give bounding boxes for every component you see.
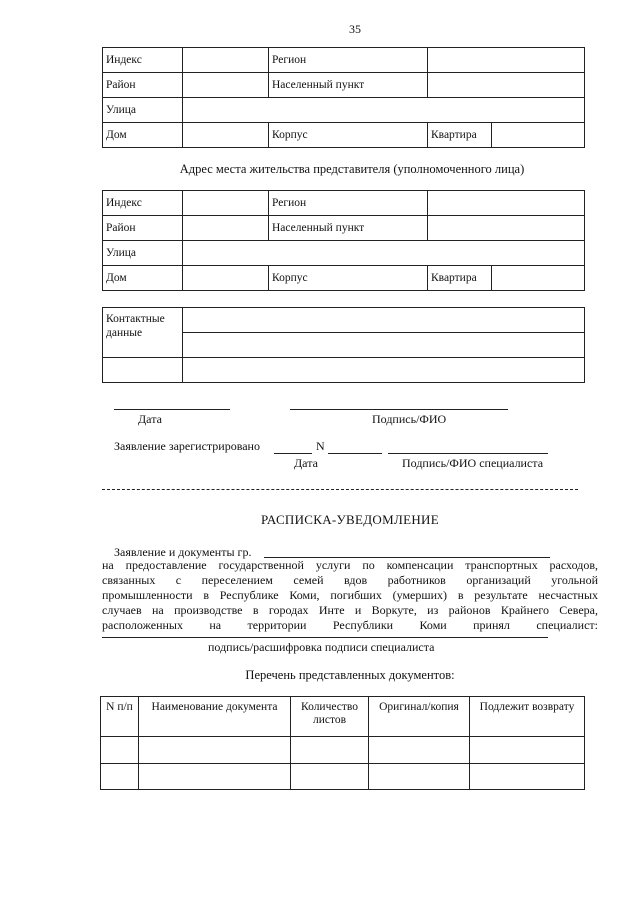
apartment-label: Квартира bbox=[428, 266, 492, 291]
receipt-line2: на предоставление государственной услуги по компенсации транспортных расходов, bbox=[102, 558, 598, 572]
table-row bbox=[101, 764, 585, 790]
cell[interactable] bbox=[470, 737, 585, 764]
col-sheets-line1: Количество bbox=[301, 701, 358, 713]
apartment-field[interactable] bbox=[492, 123, 585, 148]
index-label: Индекс bbox=[103, 191, 183, 216]
house-label: Дом bbox=[103, 123, 183, 148]
receipt-line1: Заявление и документы гр. bbox=[114, 545, 252, 559]
district-field[interactable] bbox=[183, 216, 269, 241]
contacts-label bbox=[103, 308, 183, 358]
registered-date-line[interactable] bbox=[274, 453, 312, 454]
street-field[interactable] bbox=[183, 98, 585, 123]
house-field[interactable] bbox=[183, 266, 269, 291]
cell[interactable] bbox=[291, 764, 369, 790]
building-label: Корпус bbox=[269, 123, 428, 148]
district-field[interactable] bbox=[183, 73, 269, 98]
receipt-body bbox=[102, 558, 598, 633]
street-field[interactable] bbox=[183, 241, 585, 266]
col-original-header: Оригинал/копия bbox=[369, 697, 470, 737]
applicant-address-table bbox=[102, 47, 585, 148]
house-field[interactable] bbox=[183, 123, 269, 148]
region-field[interactable] bbox=[428, 48, 585, 73]
street-label: Улица bbox=[103, 98, 183, 123]
contacts-field-3[interactable] bbox=[183, 358, 585, 383]
region-label: Регион bbox=[269, 191, 428, 216]
apartment-field[interactable] bbox=[492, 266, 585, 291]
receipt-title: РАСПИСКА-УВЕДОМЛЕНИЕ bbox=[261, 512, 439, 527]
col-return-header: Подлежит возврату bbox=[470, 697, 585, 737]
house-label: Дом bbox=[103, 266, 183, 291]
district-label: Район bbox=[103, 216, 183, 241]
page-number: 35 bbox=[349, 22, 361, 36]
contacts-field-1[interactable] bbox=[183, 308, 585, 333]
locality-field[interactable] bbox=[428, 216, 585, 241]
apartment-label: Квартира bbox=[428, 123, 492, 148]
contacts-table bbox=[102, 307, 585, 383]
region-field[interactable] bbox=[428, 191, 585, 216]
signature-caption: подпись/расшифровка подписи специалиста bbox=[208, 640, 435, 654]
registered-number-line[interactable] bbox=[328, 453, 382, 454]
documents-table bbox=[100, 696, 585, 790]
receipt-line3: связанных с переселением семей вдов работников организаций угольной bbox=[102, 573, 598, 587]
region-label: Регион bbox=[269, 48, 428, 73]
locality-field[interactable] bbox=[428, 73, 585, 98]
cell[interactable] bbox=[101, 764, 139, 790]
index-label: Индекс bbox=[103, 48, 183, 73]
table-row bbox=[101, 737, 585, 764]
docs-heading: Перечень представленных документов: bbox=[245, 668, 455, 682]
representative-address-table bbox=[102, 190, 585, 291]
signature-label: Подпись/ФИО bbox=[372, 412, 447, 426]
col-sheets-line2: листов bbox=[312, 714, 347, 726]
col-name-header: Наименование документа bbox=[139, 697, 291, 737]
street-label: Улица bbox=[103, 241, 183, 266]
receipt-line6: расположенных на территории Республики Коми принял специалист: bbox=[102, 618, 598, 632]
registered-date-label: Дата bbox=[294, 456, 318, 470]
number-mark: N bbox=[316, 439, 325, 453]
contacts-field-2[interactable] bbox=[183, 333, 585, 358]
registered-text: Заявление зарегистрировано bbox=[114, 439, 260, 453]
date-line[interactable] bbox=[114, 409, 230, 410]
locality-label: Населенный пункт bbox=[269, 216, 428, 241]
contacts-label-line2: данные bbox=[106, 327, 143, 339]
building-label: Корпус bbox=[269, 266, 428, 291]
contacts-label-line1: Контактные bbox=[106, 313, 165, 325]
col-sheets-header bbox=[291, 697, 369, 737]
specialist-receipt-line[interactable] bbox=[102, 637, 548, 638]
cell[interactable] bbox=[139, 764, 291, 790]
cell[interactable] bbox=[369, 737, 470, 764]
col-number-header: N п/п bbox=[101, 697, 139, 737]
receipt-line5: случаев на производстве в городах Инте и Воркуте, из районов Крайнего Севера, bbox=[102, 603, 598, 617]
cell[interactable] bbox=[470, 764, 585, 790]
locality-label: Населенный пункт bbox=[269, 73, 428, 98]
representative-heading: Адрес места жительства представителя (уполномоченного лица) bbox=[179, 162, 525, 176]
index-field[interactable] bbox=[183, 48, 269, 73]
date-label: Дата bbox=[138, 412, 162, 426]
district-label: Район bbox=[103, 73, 183, 98]
specialist-signature-line[interactable] bbox=[388, 453, 548, 454]
receipt-line4: промышленности в Республике Коми, погибших (умерших) в результате несчастных bbox=[102, 588, 598, 602]
signature-line[interactable] bbox=[290, 409, 508, 410]
index-field[interactable] bbox=[183, 191, 269, 216]
cell[interactable] bbox=[139, 737, 291, 764]
cell[interactable] bbox=[369, 764, 470, 790]
cut-line bbox=[102, 489, 578, 490]
contacts-extra-cell[interactable] bbox=[103, 358, 183, 383]
cell[interactable] bbox=[291, 737, 369, 764]
cell[interactable] bbox=[101, 737, 139, 764]
specialist-label: Подпись/ФИО специалиста bbox=[402, 456, 544, 470]
